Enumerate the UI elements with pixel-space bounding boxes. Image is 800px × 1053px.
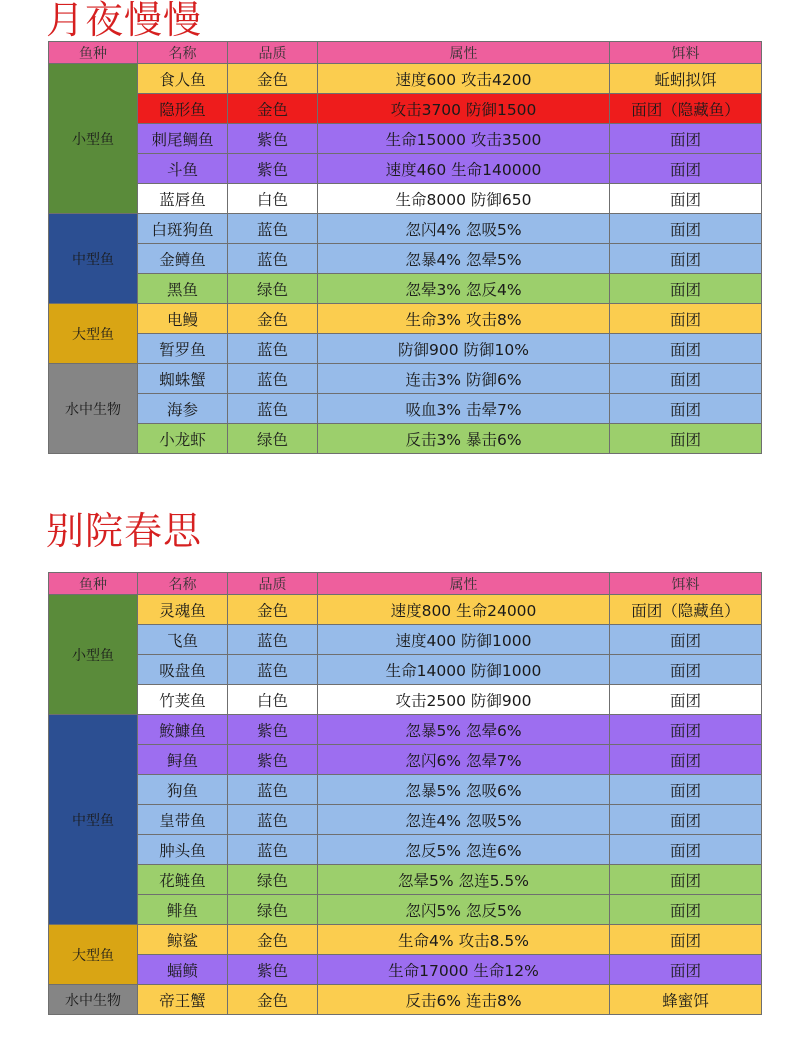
- quality-cell: 紫色: [228, 745, 318, 775]
- attribute-cell: 速度800 生命24000: [318, 595, 610, 625]
- bait-cell: 面团: [610, 835, 762, 865]
- table-row: [49, 955, 762, 985]
- quality-cell: 蓝色: [228, 625, 318, 655]
- fish-table-yueye: [48, 41, 762, 454]
- attribute-cell: 反击6% 连击8%: [318, 985, 610, 1015]
- quality-cell: 绿色: [228, 274, 318, 304]
- attribute-cell: 忽闪4% 忽吸5%: [318, 214, 610, 244]
- quality-cell: 蓝色: [228, 244, 318, 274]
- name-cell: 蜘蛛蟹: [138, 364, 228, 394]
- quality-cell: 紫色: [228, 955, 318, 985]
- section-title-yueye: 月夜慢慢: [46, 0, 203, 42]
- name-cell: 白斑狗鱼: [138, 214, 228, 244]
- bait-cell: 面团: [610, 715, 762, 745]
- attribute-cell: 忽暴5% 忽吸6%: [318, 775, 610, 805]
- table-row: [49, 595, 762, 625]
- table-row: [49, 244, 762, 274]
- attribute-cell: 反击3% 暴击6%: [318, 424, 610, 454]
- quality-cell: 白色: [228, 685, 318, 715]
- table-row: [49, 865, 762, 895]
- attribute-cell: 忽闪6% 忽晕7%: [318, 745, 610, 775]
- header-attribute: 属性: [318, 42, 610, 64]
- table-row: [49, 715, 762, 745]
- attribute-cell: 速度600 攻击4200: [318, 64, 610, 94]
- header-bait: 饵料: [610, 42, 762, 64]
- table-row: [49, 124, 762, 154]
- header-bait: 饵料: [610, 573, 762, 595]
- attribute-cell: 忽晕5% 忽连5.5%: [318, 865, 610, 895]
- attribute-cell: 速度460 生命140000: [318, 154, 610, 184]
- table-row: [49, 334, 762, 364]
- name-cell: 灵魂鱼: [138, 595, 228, 625]
- table-row: [49, 655, 762, 685]
- bait-cell: 面团: [610, 244, 762, 274]
- bait-cell: 面团: [610, 424, 762, 454]
- table-row: [49, 805, 762, 835]
- name-cell: 吸盘鱼: [138, 655, 228, 685]
- attribute-cell: 生命3% 攻击8%: [318, 304, 610, 334]
- name-cell: 蓝唇鱼: [138, 184, 228, 214]
- bait-cell: 蚯蚓拟饵: [610, 64, 762, 94]
- quality-cell: 紫色: [228, 154, 318, 184]
- bait-cell: 面团: [610, 925, 762, 955]
- category-cell: 大型鱼: [49, 304, 138, 364]
- category-cell: 小型鱼: [49, 595, 138, 715]
- attribute-cell: 吸血3% 击晕7%: [318, 394, 610, 424]
- name-cell: 花鲢鱼: [138, 865, 228, 895]
- header-quality: 品质: [228, 42, 318, 64]
- quality-cell: 绿色: [228, 865, 318, 895]
- name-cell: 鲟鱼: [138, 745, 228, 775]
- bait-cell: 面团: [610, 685, 762, 715]
- attribute-cell: 生命15000 攻击3500: [318, 124, 610, 154]
- quality-cell: 金色: [228, 925, 318, 955]
- attribute-cell: 攻击3700 防御1500: [318, 94, 610, 124]
- attribute-cell: 忽暴5% 忽晕6%: [318, 715, 610, 745]
- header-quality: 品质: [228, 573, 318, 595]
- quality-cell: 蓝色: [228, 835, 318, 865]
- name-cell: 飞鱼: [138, 625, 228, 655]
- attribute-cell: 生命4% 攻击8.5%: [318, 925, 610, 955]
- attribute-cell: 防御900 防御10%: [318, 334, 610, 364]
- name-cell: 食人鱼: [138, 64, 228, 94]
- table-row: [49, 154, 762, 184]
- quality-cell: 蓝色: [228, 775, 318, 805]
- table-row: [49, 835, 762, 865]
- quality-cell: 蓝色: [228, 655, 318, 685]
- bait-cell: 面团: [610, 184, 762, 214]
- attribute-cell: 连击3% 防御6%: [318, 364, 610, 394]
- attribute-cell: 生命17000 生命12%: [318, 955, 610, 985]
- name-cell: 皇带鱼: [138, 805, 228, 835]
- bait-cell: 面团: [610, 274, 762, 304]
- bait-cell: 面团（隐藏鱼）: [610, 595, 762, 625]
- name-cell: 暂罗鱼: [138, 334, 228, 364]
- name-cell: 刺尾鲷鱼: [138, 124, 228, 154]
- name-cell: 鲱鱼: [138, 895, 228, 925]
- bait-cell: 面团: [610, 364, 762, 394]
- bait-cell: 面团: [610, 745, 762, 775]
- quality-cell: 蓝色: [228, 805, 318, 835]
- attribute-cell: 生命8000 防御650: [318, 184, 610, 214]
- table-row: [49, 985, 762, 1015]
- name-cell: 蝠鲼: [138, 955, 228, 985]
- attribute-cell: 忽连4% 忽吸5%: [318, 805, 610, 835]
- table-row: [49, 685, 762, 715]
- category-cell: 中型鱼: [49, 214, 138, 304]
- bait-cell: 面团: [610, 655, 762, 685]
- name-cell: 竹荚鱼: [138, 685, 228, 715]
- name-cell: 黑鱼: [138, 274, 228, 304]
- quality-cell: 蓝色: [228, 394, 318, 424]
- header-name: 名称: [138, 42, 228, 64]
- table-row: [49, 274, 762, 304]
- attribute-cell: 忽反5% 忽连6%: [318, 835, 610, 865]
- header-attribute: 属性: [318, 573, 610, 595]
- bait-cell: 面团: [610, 625, 762, 655]
- table-row: [49, 184, 762, 214]
- table-row: [49, 364, 762, 394]
- quality-cell: 紫色: [228, 124, 318, 154]
- quality-cell: 金色: [228, 94, 318, 124]
- bait-cell: 面团: [610, 805, 762, 835]
- bait-cell: 面团: [610, 334, 762, 364]
- table-row: [49, 304, 762, 334]
- name-cell: 电鳗: [138, 304, 228, 334]
- quality-cell: 绿色: [228, 424, 318, 454]
- bait-cell: 面团: [610, 394, 762, 424]
- table-row: [49, 64, 762, 94]
- table-row: [49, 424, 762, 454]
- name-cell: 隐形鱼: [138, 94, 228, 124]
- quality-cell: 金色: [228, 985, 318, 1015]
- quality-cell: 白色: [228, 184, 318, 214]
- bait-cell: 面团: [610, 124, 762, 154]
- attribute-cell: 生命14000 防御1000: [318, 655, 610, 685]
- quality-cell: 蓝色: [228, 214, 318, 244]
- bait-cell: 面团: [610, 955, 762, 985]
- bait-cell: 面团: [610, 895, 762, 925]
- attribute-cell: 速度400 防御1000: [318, 625, 610, 655]
- table-header-row: [49, 42, 762, 64]
- header-fish-type: 鱼种: [49, 573, 138, 595]
- attribute-cell: 忽暴4% 忽晕5%: [318, 244, 610, 274]
- header-name: 名称: [138, 573, 228, 595]
- quality-cell: 蓝色: [228, 334, 318, 364]
- name-cell: 小龙虾: [138, 424, 228, 454]
- header-fish-type: 鱼种: [49, 42, 138, 64]
- quality-cell: 绿色: [228, 895, 318, 925]
- bait-cell: 蜂蜜饵: [610, 985, 762, 1015]
- attribute-cell: 忽闪5% 忽反5%: [318, 895, 610, 925]
- bait-cell: 面团: [610, 214, 762, 244]
- quality-cell: 蓝色: [228, 364, 318, 394]
- attribute-cell: 攻击2500 防御900: [318, 685, 610, 715]
- table-row: [49, 775, 762, 805]
- bait-cell: 面团（隐藏鱼）: [610, 94, 762, 124]
- name-cell: 帝王蟹: [138, 985, 228, 1015]
- attribute-cell: 忽晕3% 忽反4%: [318, 274, 610, 304]
- table-row: [49, 895, 762, 925]
- table-row: [49, 925, 762, 955]
- quality-cell: 紫色: [228, 715, 318, 745]
- name-cell: 肿头鱼: [138, 835, 228, 865]
- fish-table-bieyuan: [48, 572, 762, 1015]
- quality-cell: 金色: [228, 64, 318, 94]
- section-title-bieyuan: 别院春思: [46, 509, 203, 553]
- category-cell: 小型鱼: [49, 64, 138, 214]
- quality-cell: 金色: [228, 595, 318, 625]
- table-header-row: [49, 573, 762, 595]
- bait-cell: 面团: [610, 865, 762, 895]
- table-row: [49, 394, 762, 424]
- category-cell: 中型鱼: [49, 715, 138, 925]
- name-cell: 鲸鲨: [138, 925, 228, 955]
- name-cell: 鮟鱇鱼: [138, 715, 228, 745]
- bait-cell: 面团: [610, 775, 762, 805]
- name-cell: 金鳟鱼: [138, 244, 228, 274]
- name-cell: 狗鱼: [138, 775, 228, 805]
- table-row: [49, 745, 762, 775]
- table-row: [49, 214, 762, 244]
- bait-cell: 面团: [610, 304, 762, 334]
- name-cell: 海参: [138, 394, 228, 424]
- table-row: [49, 625, 762, 655]
- quality-cell: 金色: [228, 304, 318, 334]
- bait-cell: 面团: [610, 154, 762, 184]
- category-cell: 大型鱼: [49, 925, 138, 985]
- category-cell: 水中生物: [49, 364, 138, 454]
- category-cell: 水中生物: [49, 985, 138, 1015]
- name-cell: 斗鱼: [138, 154, 228, 184]
- table-row: [49, 94, 762, 124]
